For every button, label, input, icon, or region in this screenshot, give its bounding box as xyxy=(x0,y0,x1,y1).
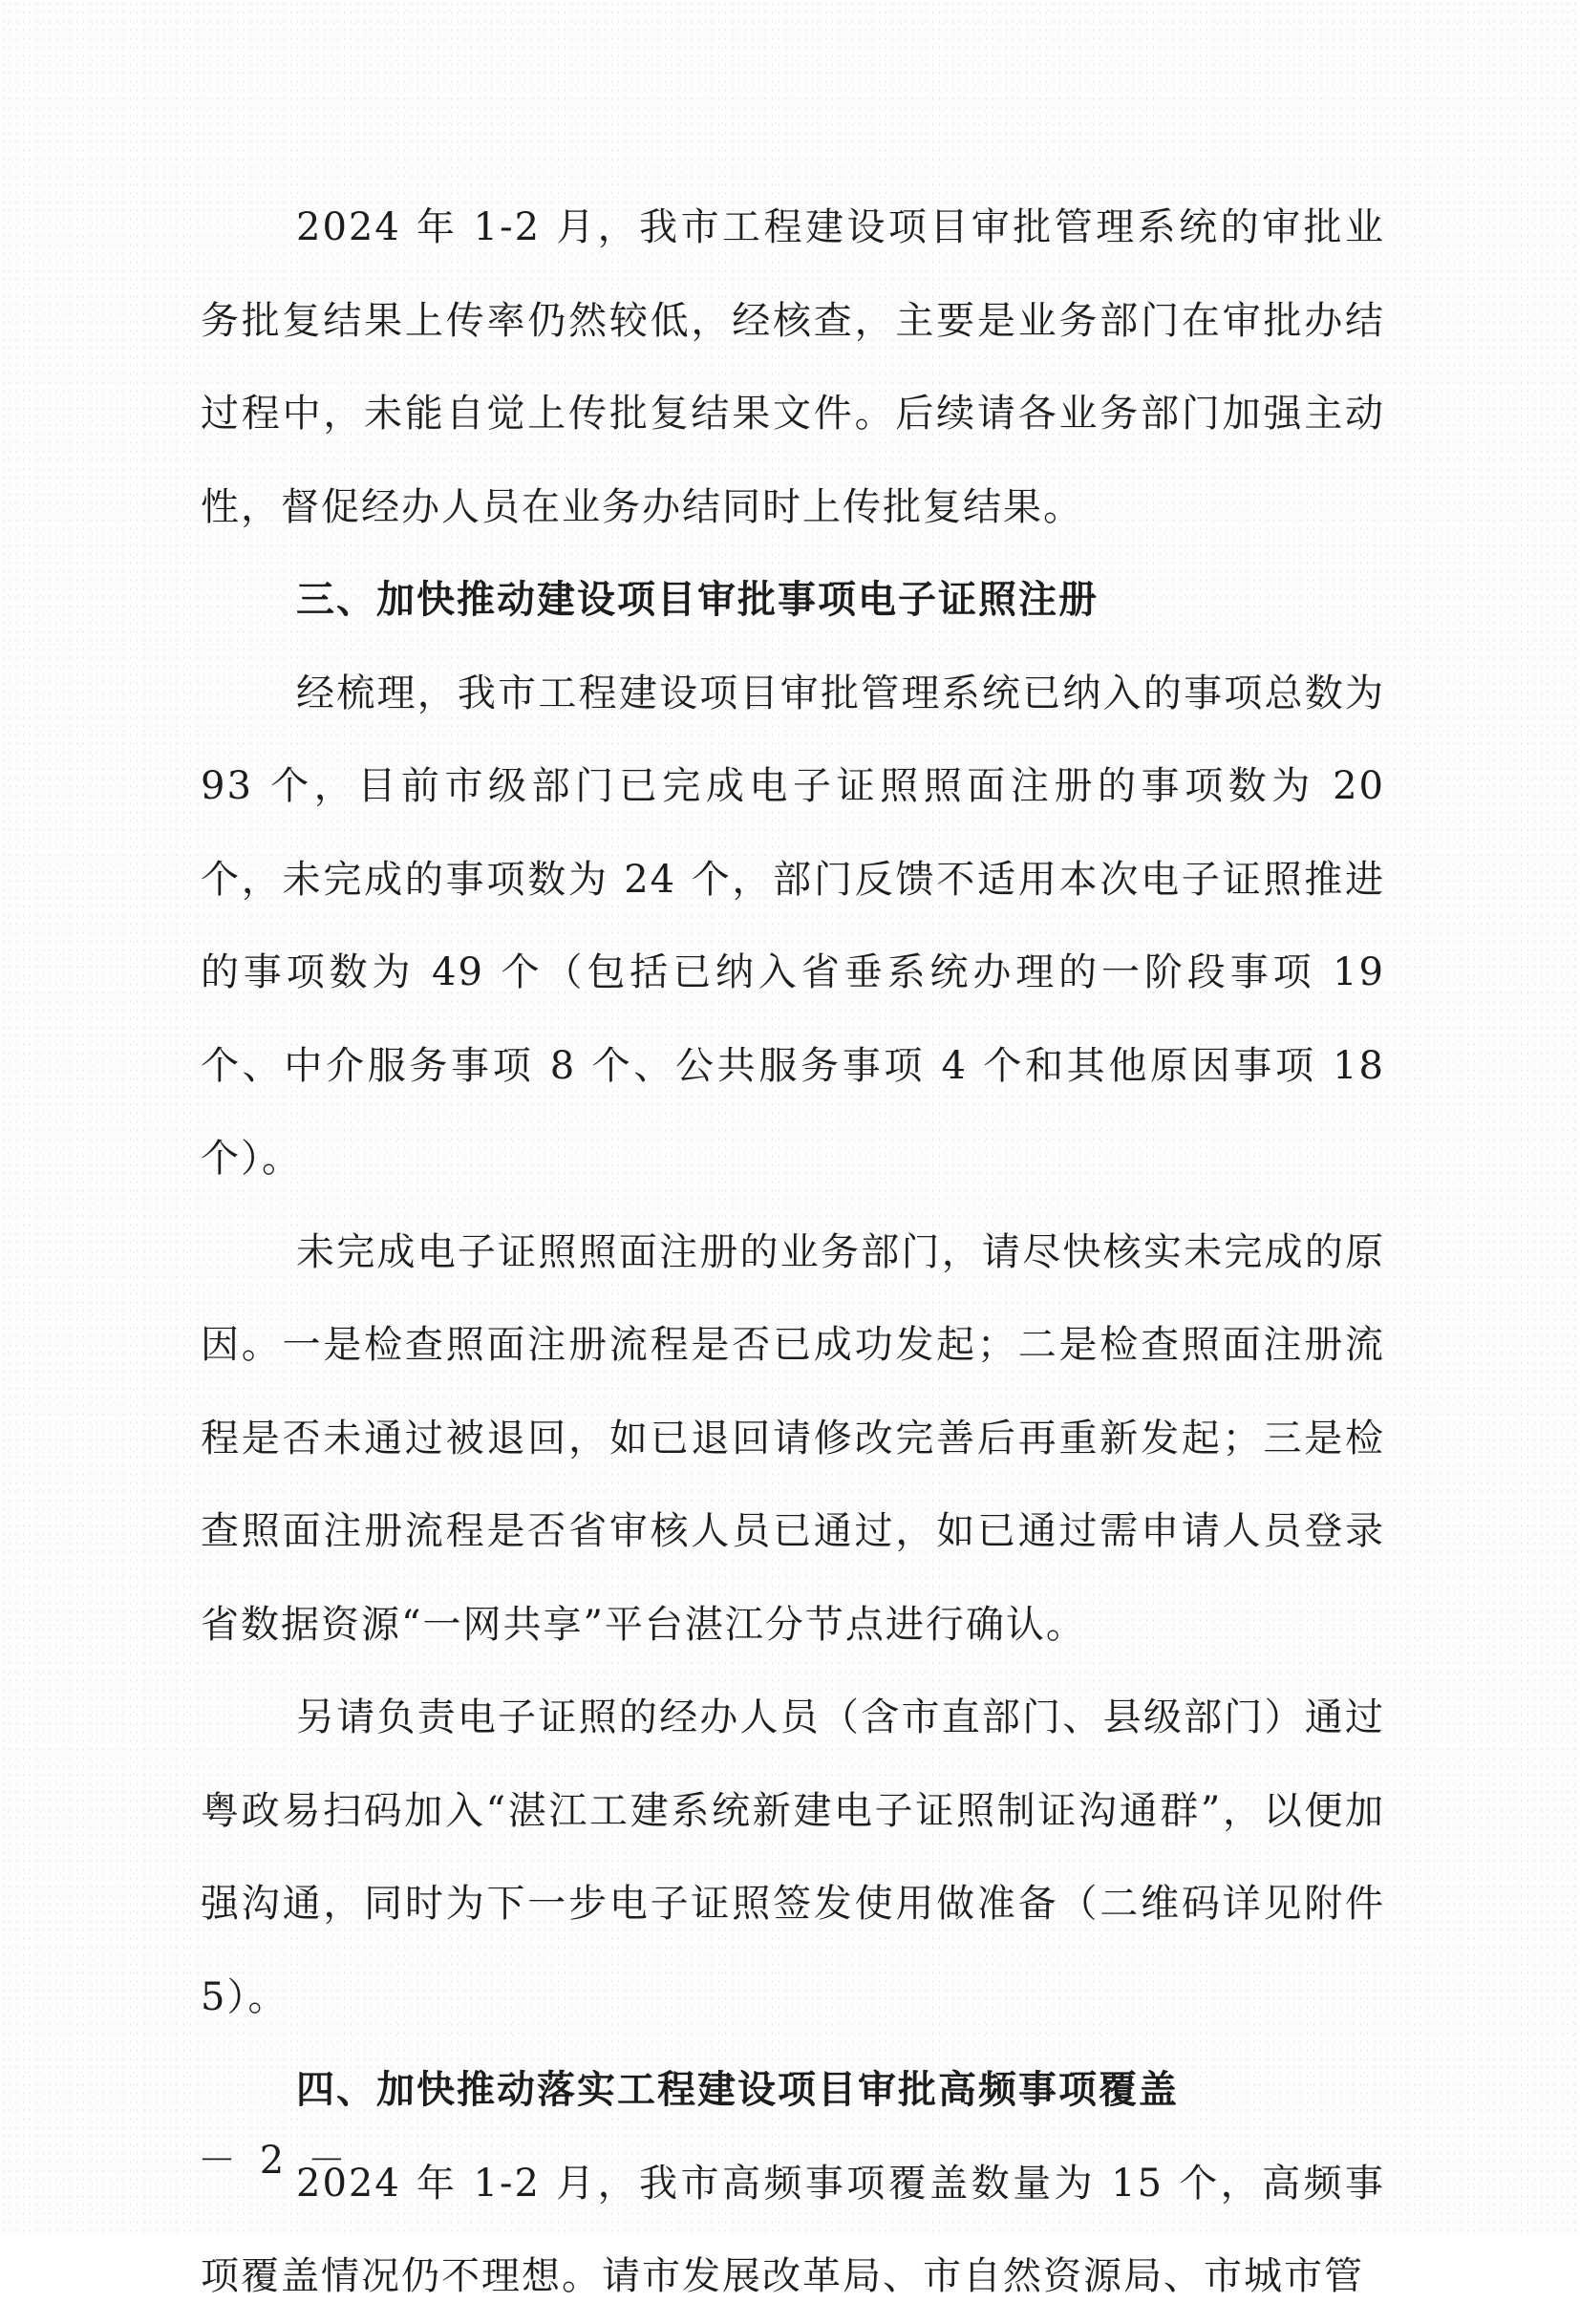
paragraph-incomplete-reasons: 未完成电子证照照面注册的业务部门，请尽快核实未完成的原因。一是检查照面注册流程是否已成功发起；二是检查照面注册流程是否未通过被退回，如已退回请修改完善后再重新发起；三是检查照面注册流程是否省审核人员已通过，如已通过需申请人员登录省数据资源“一网共享”平台湛江分节点进行确认。 xyxy=(201,1229,1385,1647)
page-number: － 2 － xyxy=(198,2139,352,2183)
paragraph-upload-rate: 2024 年 1-2 月，我市工程建设项目审批管理系统的审批业务批复结果上传率仍然较低，经核查，主要是业务部门在审批办结过程中，未能自觉上传批复结果文件。后续请各业务部门加强主动性，督促经办人员在业务办结同时上传批复结果。 xyxy=(201,205,1385,529)
section-heading-3: 三、加快推动建设项目审批事项电子证照注册 xyxy=(296,578,1099,622)
paragraph-join-group: 另请负责电子证照的经办人员（含市直部门、县级部门）通过粤政易扫码加入“湛江工建系统新建电子证照制证沟通群”，以便加强沟通，同时为下一步电子证照签发使用做准备（二维码详见附件 5）。 xyxy=(201,1695,1385,2019)
section-heading-4: 四、加快推动落实工程建设项目审批高频事项覆盖 xyxy=(296,2068,1179,2112)
paragraph-item-count: 经梳理，我市工程建设项目审批管理系统已纳入的事项总数为 93 个，目前市级部门已完成电子证照照面注册的事项数为 20 个，未完成的事项数为 24 个，部门反馈不适用本次电子证照推进的事项数为 49 个（包括已纳入省垂系统办理的一阶段事项 19 个、中介服务事项 8 个、公共服务事项 4 个和其他原因事项 18 个）。 xyxy=(201,671,1385,1181)
document-body xyxy=(201,181,1385,2324)
paragraph-high-frequency: 2024 年 1-2 月，我市高频事项覆盖数量为 15 个，高频事项覆盖情况仍不理想。请市发展改革局、市自然资源局、市城市管 xyxy=(201,2161,1385,2298)
